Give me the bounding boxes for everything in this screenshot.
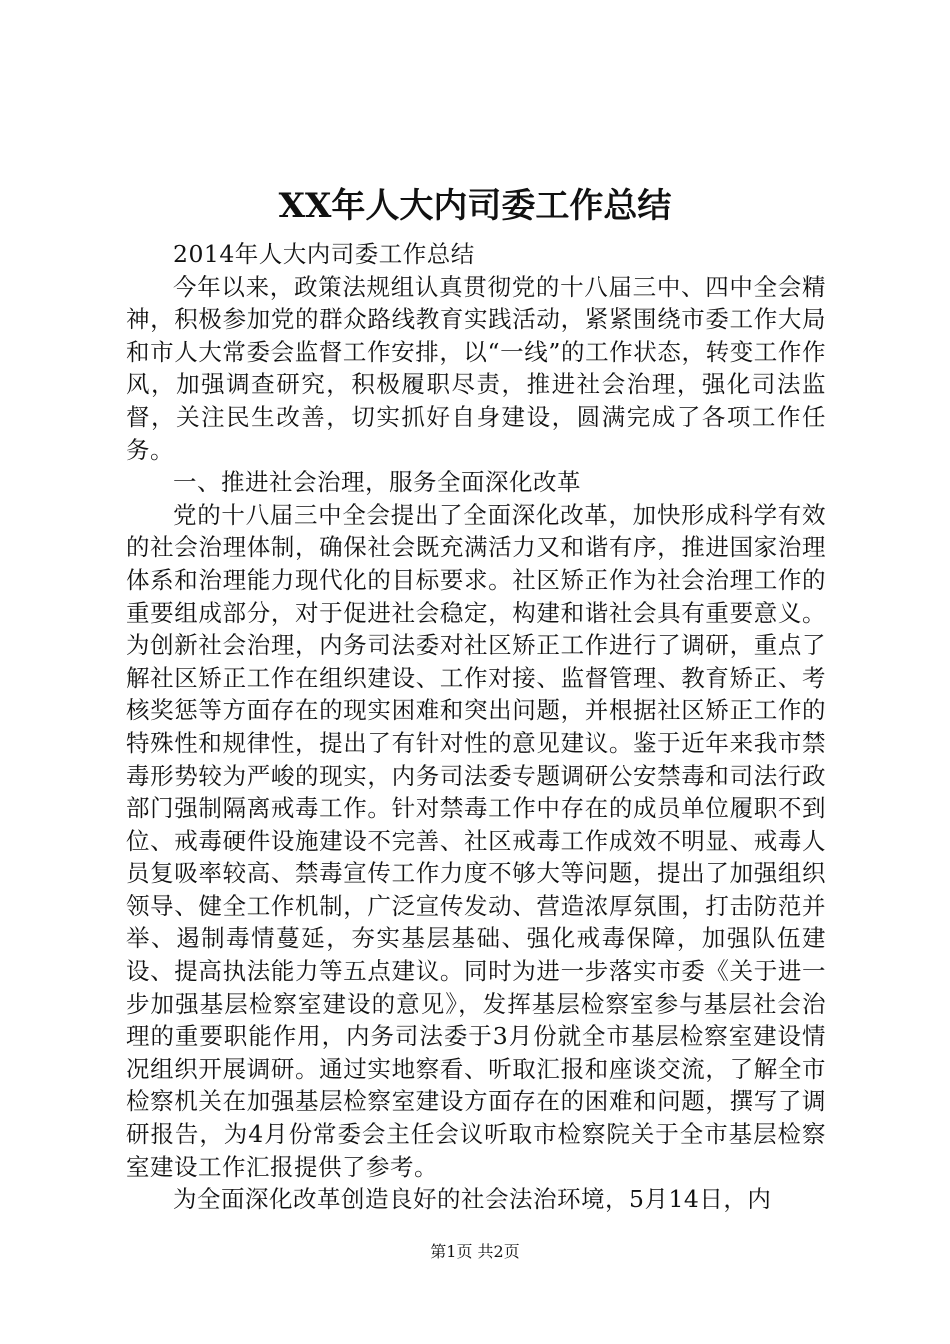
document-title: XX年人大内司委工作总结 bbox=[278, 186, 672, 226]
intro-paragraph: 今年以来，政策法规组认真贯彻党的十八届三中、四中全会精神，积极参加党的群众路线教育实践活动，紧紧围绕市委工作大局和市人大常委会监督工作安排，以“一线”的工作状态，转变工作作风，加强调查研究，积极履职尽责，推进社会治理，强化司法监督，关注民生改善，切实抓好自身建设，圆满完成了各项工作任务。 bbox=[126, 272, 826, 464]
body-paragraph: 党的十八届三中全会提出了全面深化改革，加快形成科学有效的社会治理体制，确保社会既充满活力又和谐有序，推进国家治理体系和治理能力现代化的目标要求。社区矫正作为社会治理工作的重要组成部分，对于促进社会稳定，构建和谐社会具有重要意义。为创新社会治理，内务司法委对社区矫正工作进行了调研，重点了解社区矫正工作在组织建设、工作对接、监督管理、教育矫正、考核奖惩等方面存在的现实困难和突出问题，并根据社区矫正工作的特殊性和规律性，提出了有针对性的意见建议。鉴于近年来我市禁毒形势较为严峻的现实，内务司法委专题调研公安禁毒和司法行政部门强制隔离戒毒工作。针对禁毒工作中存在的成员单位履职不到位、戒毒硬件设施建设不完善、社区戒毒工作成效不明显、戒毒人员复吸率较高、禁毒宣传工作力度不够大等问题，提出了加强组织领导、健全工作机制，广泛宣传发动、营造浓厚氛围，打击防范并举、遏制毒情蔓延，夯实基层基础、强化戒毒保障，加强队伍建设、提高执法能力等五点建议。同时为进一步落实市委《关于进一步加强基层检察室建设的意见》，发挥基层检察室参与基层社会治理的重要职能作用，内务司法委于3月份就全市基层检察室建设情况组织开展调研。通过实地察看、听取汇报和座谈交流，了解全市检察机关在加强基层检察室建设方面存在的困难和问题，撰写了调研报告，为4月份常委会主任会议听取市检察院关于全市基层检察室建设工作汇报提供了参考。 bbox=[126, 500, 826, 1181]
body-paragraph-continued: 为全面深化改革创造良好的社会法治环境，5月14日，内 bbox=[173, 1185, 772, 1214]
page-footer: 第1页 共2页 bbox=[430, 1242, 520, 1261]
section-heading: 一、推进社会治理，服务全面深化改革 bbox=[173, 468, 581, 497]
document-body bbox=[126, 238, 826, 1216]
subtitle-paragraph: 2014年人大内司委工作总结 bbox=[173, 240, 475, 268]
